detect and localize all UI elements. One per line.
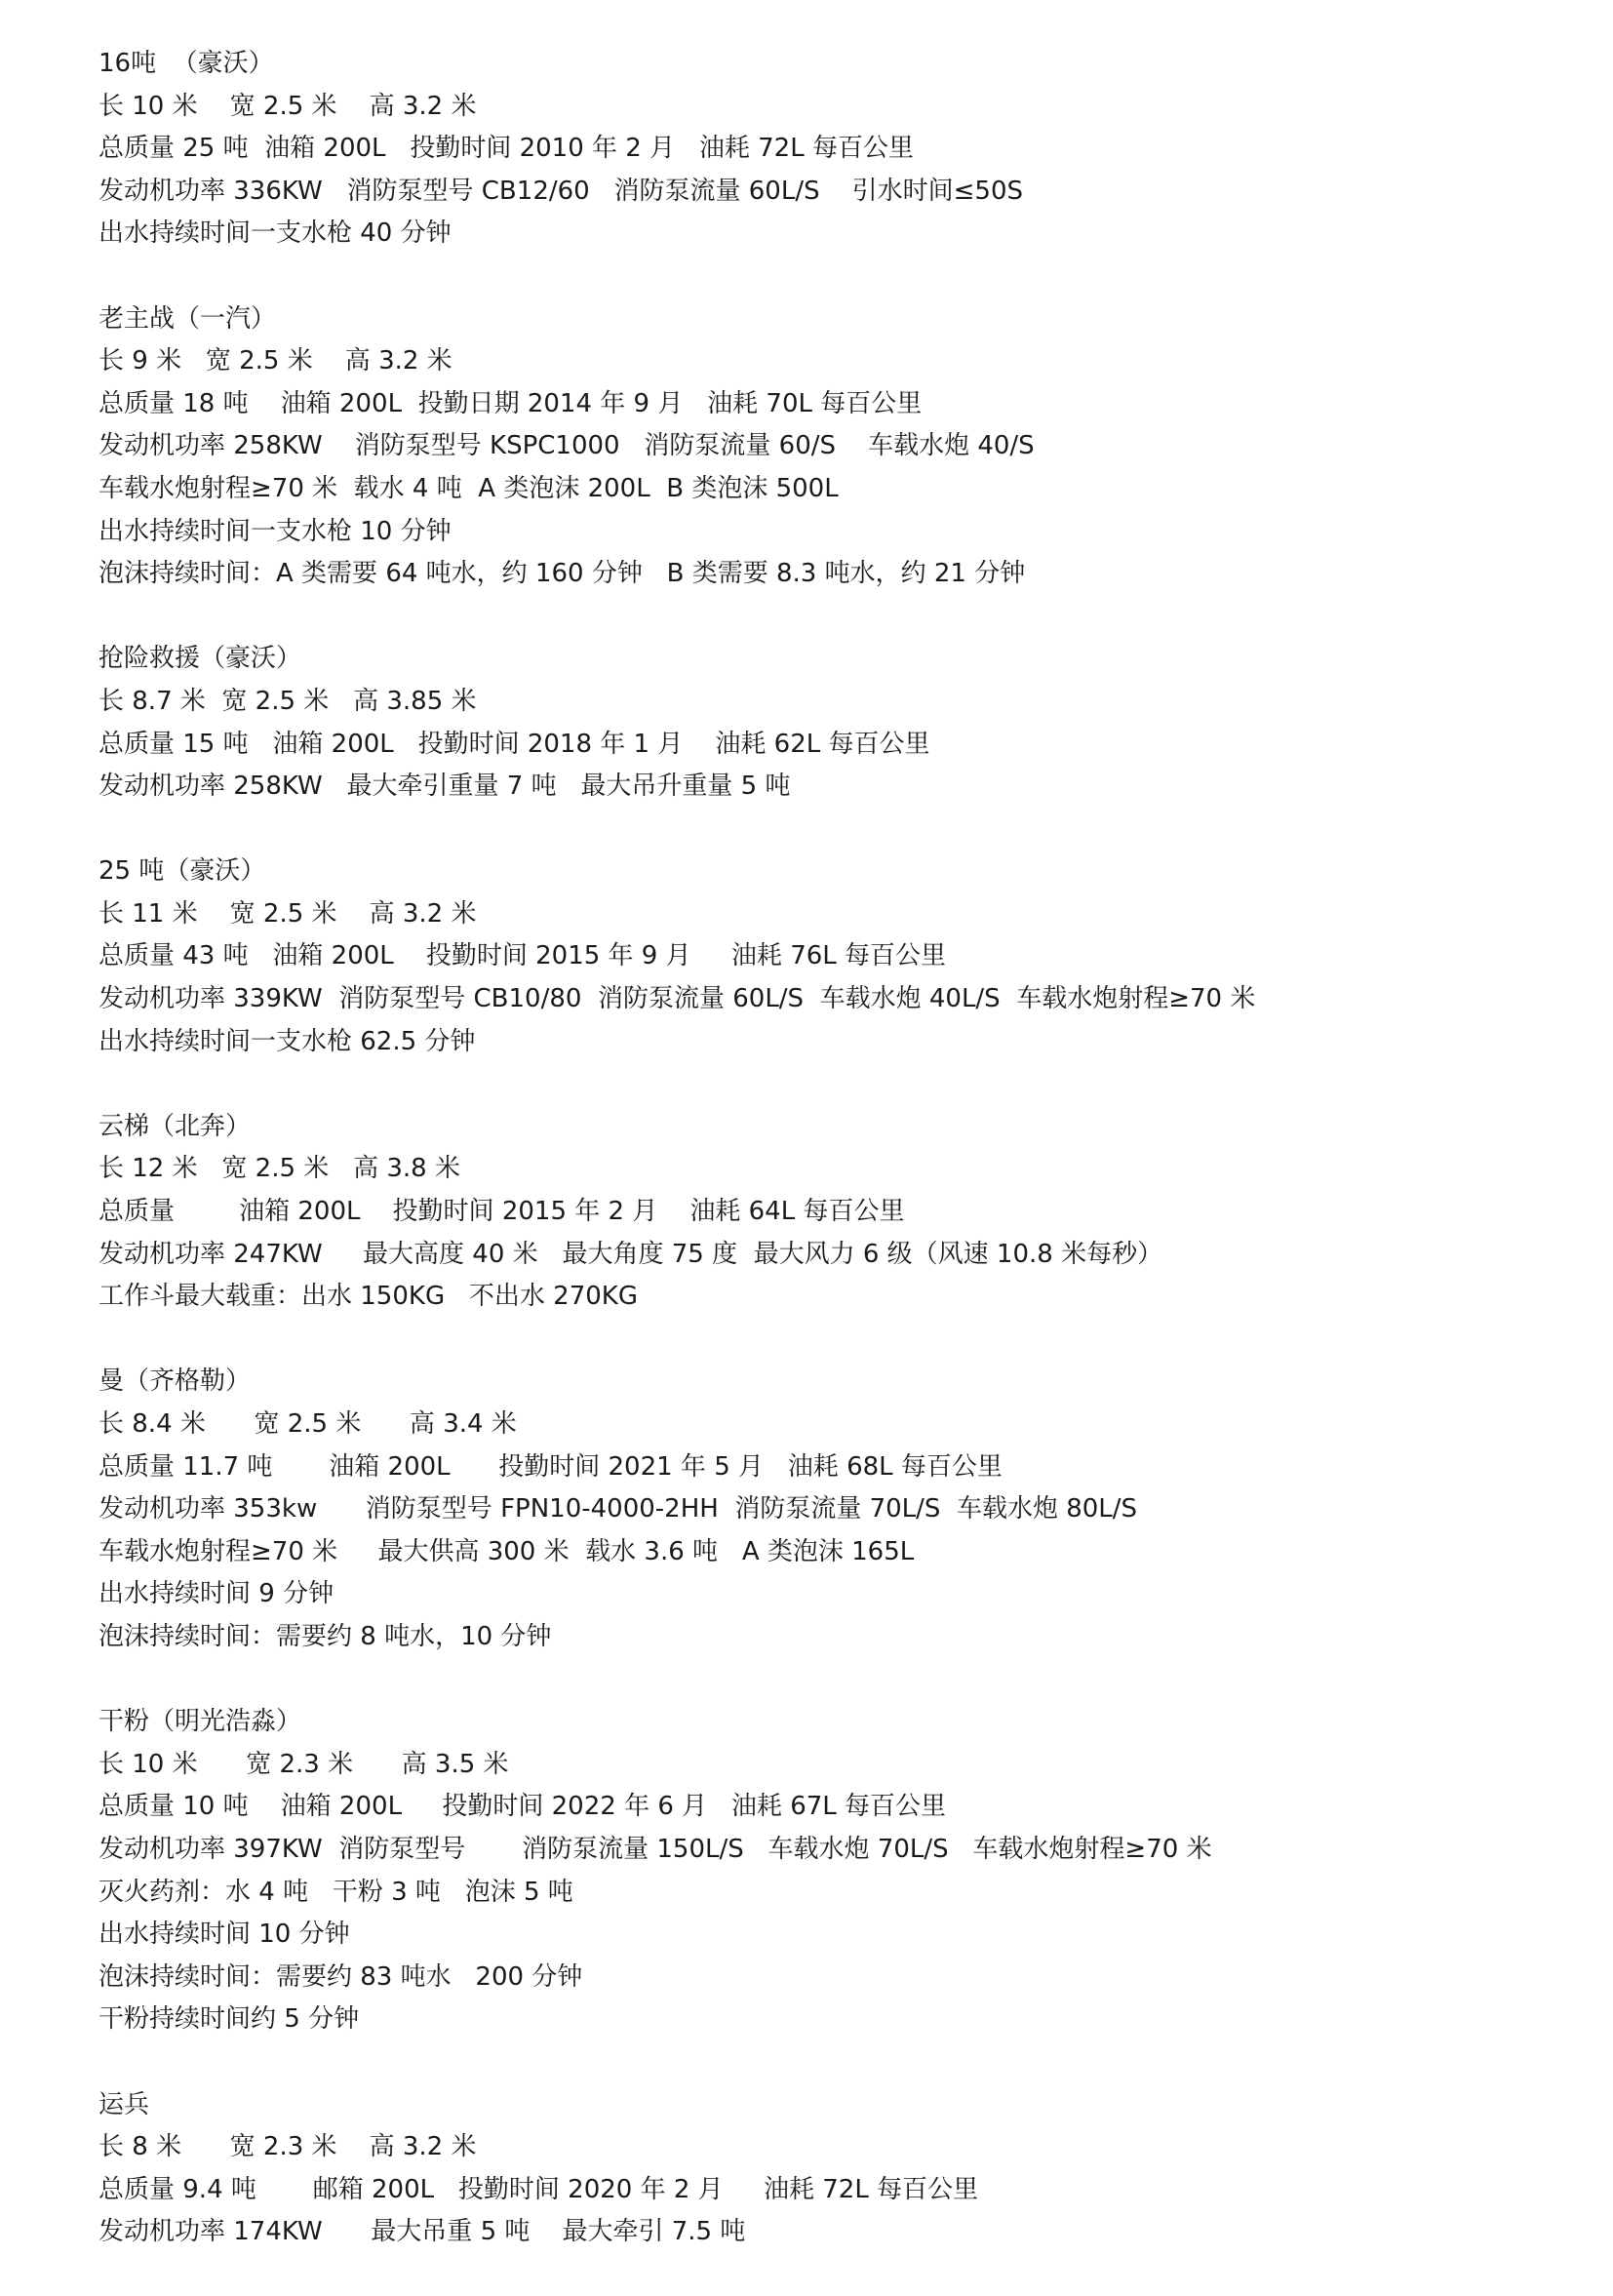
spec-line: 长 12 米 宽 2.5 米 高 3.8 米 [98, 1154, 460, 1184]
spec-line: 长 8 米 宽 2.3 米 高 3.2 米 [98, 2132, 477, 2162]
vehicle-title: 16吨 （豪沃） [98, 49, 274, 78]
spec-line: 出水持续时间一支水枪 40 分钟 [98, 218, 452, 249]
spec-line: 总质量 25 吨 油箱 200L 投勤时间 2010 年 2 月 油耗 72L 每百公里 [98, 134, 914, 164]
spec-line: 灭火药剂：水 4 吨 干粉 3 吨 泡沫 5 吨 [98, 1877, 573, 1907]
spec-line: 出水持续时间一支水枪 62.5 分钟 [98, 1026, 476, 1056]
spec-line: 发动机功率 247KW 最大高度 40 米 最大角度 75 度 最大风力 6 级（风速 10.8 米每秒） [98, 1239, 1163, 1269]
spec-line: 发动机功率 336KW 消防泵型号 CB12/60 消防泵流量 60L/S 引水时间≤50S [98, 176, 1024, 206]
spec-line: 总质量 10 吨 油箱 200L 投勤时间 2022 年 6 月 油耗 67L 每百公里 [98, 1792, 947, 1822]
vehicle-section [98, 638, 1542, 808]
spec-line: 发动机功率 353kw 消防泵型号 FPN10-4000-2HH 消防泵流量 70L/S 车载水炮 80L/S [98, 1494, 1138, 1524]
spec-line: 总质量 9.4 吨 邮箱 200L 投勤时间 2020 年 2 月 油耗 72L 每百公里 [98, 2174, 979, 2204]
spec-line: 车载水炮射程≥70 米 载水 4 吨 A 类泡沫 200L B 类泡沫 500L [98, 473, 839, 503]
spec-line: 长 8.4 米 宽 2.5 米 高 3.4 米 [98, 1409, 517, 1439]
vehicle-section [98, 1361, 1542, 1658]
spec-line: 总质量 油箱 200L 投勤时间 2015 年 2 月 油耗 64L 每百公里 [98, 1197, 905, 1227]
spec-line: 车载水炮射程≥70 米 最大供高 300 米 载水 3.6 吨 A 类泡沫 165L [98, 1536, 915, 1566]
vehicle-title: 25 吨（豪沃） [98, 856, 266, 887]
vehicle-section [98, 2084, 1542, 2254]
spec-line: 出水持续时间 9 分钟 [98, 1579, 334, 1609]
vehicle-section [98, 298, 1542, 596]
spec-line: 干粉持续时间约 5 分钟 [98, 2004, 360, 2035]
spec-line: 工作斗最大载重：出水 150KG 不出水 270KG [98, 1282, 638, 1312]
spec-line: 发动机功率 174KW 最大吊重 5 吨 最大牵引 7.5 吨 [98, 2217, 746, 2247]
vehicle-title: 老主战（一汽） [98, 303, 277, 334]
vehicle-section [98, 43, 1542, 256]
spec-line: 总质量 18 吨 油箱 200L 投勤日期 2014 年 9 月 油耗 70L 每百公里 [98, 388, 923, 418]
vehicle-section [98, 851, 1542, 1063]
vehicle-section [98, 1106, 1542, 1319]
spec-line: 发动机功率 258KW 消防泵型号 KSPC1000 消防泵流量 60/S 车载水炮 40/S [98, 431, 1035, 461]
spec-line: 总质量 43 吨 油箱 200L 投勤时间 2015 年 9 月 油耗 76L 每百公里 [98, 941, 947, 971]
spec-line: 出水持续时间一支水枪 10 分钟 [98, 516, 452, 546]
vehicle-list [98, 43, 1542, 2254]
document-page [98, 43, 1542, 2296]
spec-line: 长 10 米 宽 2.5 米 高 3.2 米 [98, 91, 477, 121]
spec-line: 长 8.7 米 宽 2.5 米 高 3.85 米 [98, 686, 477, 716]
vehicle-title: 抢险救援（豪沃） [98, 644, 302, 674]
spec-line: 发动机功率 397KW 消防泵型号 消防泵流量 150L/S 车载水炮 70L/S 车载水炮射程≥70 米 [98, 1834, 1212, 1864]
spec-line: 泡沫持续时间：需要约 8 吨水，10 分钟 [98, 1621, 552, 1651]
spec-line: 发动机功率 258KW 最大牵引重量 7 吨 最大吊升重量 5 吨 [98, 772, 791, 802]
spec-line: 泡沫持续时间：A 类需要 64 吨水，约 160 分钟 B 类需要 8.3 吨水，约 21 分钟 [98, 559, 1026, 589]
spec-line: 长 9 米 宽 2.5 米 高 3.2 米 [98, 346, 452, 376]
vehicle-title: 云梯（北奔） [98, 1111, 252, 1141]
vehicle-title: 曼（齐格勒） [98, 1366, 252, 1397]
vehicle-title: 运兵 [98, 2089, 150, 2119]
spec-line: 长 10 米 宽 2.3 米 高 3.5 米 [98, 1749, 509, 1779]
vehicle-title: 干粉（明光浩淼） [98, 1707, 302, 1737]
spec-line: 总质量 11.7 吨 油箱 200L 投勤时间 2021 年 5 月 油耗 68L 每百公里 [98, 1451, 1003, 1482]
spec-line: 总质量 15 吨 油箱 200L 投勤时间 2018 年 1 月 油耗 62L 每百公里 [98, 729, 930, 759]
vehicle-section [98, 1701, 1542, 2041]
spec-line: 长 11 米 宽 2.5 米 高 3.2 米 [98, 898, 477, 929]
spec-line: 泡沫持续时间：需要约 83 吨水 200 分钟 [98, 1961, 583, 1992]
spec-line: 发动机功率 339KW 消防泵型号 CB10/80 消防泵流量 60L/S 车载水炮 40L/S 车载水炮射程≥70 米 [98, 984, 1256, 1014]
spec-line: 出水持续时间 10 分钟 [98, 1920, 350, 1950]
